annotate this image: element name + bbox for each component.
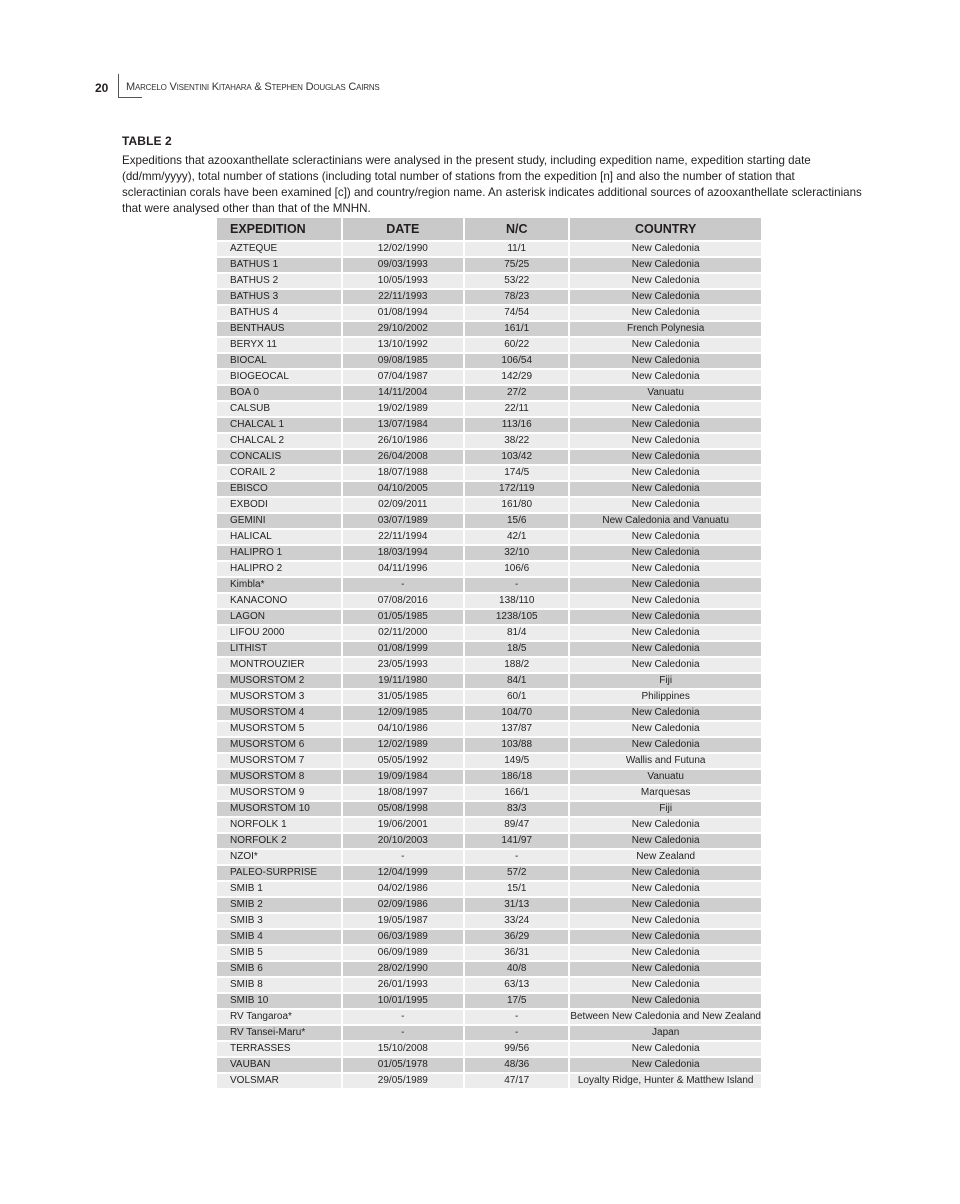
date-cell: - bbox=[343, 578, 466, 594]
table-row bbox=[217, 994, 761, 1010]
expedition-cell: PALEO-SURPRISE bbox=[217, 866, 343, 882]
nc-cell: 89/47 bbox=[465, 818, 570, 834]
expedition-cell: MUSORSTOM 5 bbox=[217, 722, 343, 738]
nc-cell: 15/1 bbox=[465, 882, 570, 898]
expedition-cell: EBISCO bbox=[217, 482, 343, 498]
nc-cell: 60/1 bbox=[465, 690, 570, 706]
table-row bbox=[217, 930, 761, 946]
nc-cell: 103/88 bbox=[465, 738, 570, 754]
expedition-cell: MUSORSTOM 10 bbox=[217, 802, 343, 818]
expedition-cell: MUSORSTOM 6 bbox=[217, 738, 343, 754]
date-cell: 13/10/1992 bbox=[343, 338, 466, 354]
nc-cell: 31/13 bbox=[465, 898, 570, 914]
date-cell: - bbox=[343, 850, 466, 866]
country-cell: New Caledonia bbox=[570, 546, 761, 562]
country-cell: New Caledonia bbox=[570, 818, 761, 834]
nc-cell: 106/54 bbox=[465, 354, 570, 370]
expedition-cell: BATHUS 2 bbox=[217, 274, 343, 290]
table-row bbox=[217, 802, 761, 818]
nc-cell: 18/5 bbox=[465, 642, 570, 658]
country-cell: New Caledonia bbox=[570, 450, 761, 466]
date-cell: 01/08/1994 bbox=[343, 306, 466, 322]
expedition-cell: VOLSMAR bbox=[217, 1074, 343, 1090]
expedition-cell: HALIPRO 2 bbox=[217, 562, 343, 578]
country-cell: New Caledonia bbox=[570, 242, 761, 258]
country-cell: New Caledonia and Vanuatu bbox=[570, 514, 761, 530]
expedition-cell: LITHIST bbox=[217, 642, 343, 658]
date-cell: 19/05/1987 bbox=[343, 914, 466, 930]
date-cell: 05/08/1998 bbox=[343, 802, 466, 818]
expedition-cell: LIFOU 2000 bbox=[217, 626, 343, 642]
date-cell: 18/03/1994 bbox=[343, 546, 466, 562]
table-row bbox=[217, 818, 761, 834]
expedition-cell: MUSORSTOM 9 bbox=[217, 786, 343, 802]
date-cell: 22/11/1993 bbox=[343, 290, 466, 306]
nc-cell: 33/24 bbox=[465, 914, 570, 930]
country-cell: New Caledonia bbox=[570, 722, 761, 738]
table-row bbox=[217, 738, 761, 754]
country-cell: New Caledonia bbox=[570, 962, 761, 978]
nc-cell: 27/2 bbox=[465, 386, 570, 402]
table-row bbox=[217, 674, 761, 690]
nc-cell: - bbox=[465, 850, 570, 866]
nc-cell: 53/22 bbox=[465, 274, 570, 290]
table-row bbox=[217, 594, 761, 610]
date-cell: 12/04/1999 bbox=[343, 866, 466, 882]
nc-cell: 1238/105 bbox=[465, 610, 570, 626]
expedition-cell: BATHUS 1 bbox=[217, 258, 343, 274]
country-cell: New Caledonia bbox=[570, 610, 761, 626]
date-cell: 06/03/1989 bbox=[343, 930, 466, 946]
country-cell: Vanuatu bbox=[570, 386, 761, 402]
expedition-cell: AZTEQUE bbox=[217, 242, 343, 258]
nc-cell: 188/2 bbox=[465, 658, 570, 674]
expedition-cell: NZOI* bbox=[217, 850, 343, 866]
date-cell: 15/10/2008 bbox=[343, 1042, 466, 1058]
date-cell: 07/08/2016 bbox=[343, 594, 466, 610]
nc-cell: 17/5 bbox=[465, 994, 570, 1010]
country-cell: New Caledonia bbox=[570, 1058, 761, 1074]
table-header-row bbox=[217, 218, 761, 242]
table-row bbox=[217, 1010, 761, 1026]
nc-cell: 166/1 bbox=[465, 786, 570, 802]
table-row bbox=[217, 1026, 761, 1042]
table-row bbox=[217, 754, 761, 770]
expedition-cell: GEMINI bbox=[217, 514, 343, 530]
country-cell: French Polynesia bbox=[570, 322, 761, 338]
country-cell: New Caledonia bbox=[570, 626, 761, 642]
expedition-cell: BATHUS 3 bbox=[217, 290, 343, 306]
nc-cell: 74/54 bbox=[465, 306, 570, 322]
table-caption: Expeditions that azooxanthellate scleractinians were analysed in the present study, including expedition name, expedition starting date (dd/mm/yyyy), total number of stations (including total number of stations from the expedition [n] and also the number of station that scleractinian corals have been examined [c]) and country/region name. An asterisk indicates additional sources of azooxanthellate scleractinians that were analysed other than that of the MNHN. bbox=[122, 154, 862, 215]
expedition-cell: SMIB 4 bbox=[217, 930, 343, 946]
country-cell: New Caledonia bbox=[570, 498, 761, 514]
date-cell: 05/05/1992 bbox=[343, 754, 466, 770]
table-row bbox=[217, 770, 761, 786]
table-row bbox=[217, 482, 761, 498]
expedition-cell: EXBODI bbox=[217, 498, 343, 514]
nc-cell: 40/8 bbox=[465, 962, 570, 978]
country-cell: New Caledonia bbox=[570, 258, 761, 274]
date-cell: 01/05/1978 bbox=[343, 1058, 466, 1074]
date-cell: 29/05/1989 bbox=[343, 1074, 466, 1090]
nc-cell: 83/3 bbox=[465, 802, 570, 818]
table-row bbox=[217, 1042, 761, 1058]
country-cell: New Caledonia bbox=[570, 306, 761, 322]
nc-cell: 141/97 bbox=[465, 834, 570, 850]
expedition-cell: SMIB 2 bbox=[217, 898, 343, 914]
table-row bbox=[217, 914, 761, 930]
date-cell: 01/08/1999 bbox=[343, 642, 466, 658]
country-cell: Vanuatu bbox=[570, 770, 761, 786]
table-row bbox=[217, 978, 761, 994]
date-cell: - bbox=[343, 1010, 466, 1026]
nc-cell: 106/6 bbox=[465, 562, 570, 578]
table-row bbox=[217, 498, 761, 514]
table-row bbox=[217, 354, 761, 370]
date-cell: 10/01/1995 bbox=[343, 994, 466, 1010]
page-number: 20 bbox=[95, 81, 109, 95]
nc-cell: 60/22 bbox=[465, 338, 570, 354]
expedition-cell: NORFOLK 2 bbox=[217, 834, 343, 850]
running-head bbox=[95, 78, 119, 98]
country-cell: New Caledonia bbox=[570, 418, 761, 434]
table-row bbox=[217, 370, 761, 386]
table-row bbox=[217, 450, 761, 466]
table-row bbox=[217, 402, 761, 418]
expedition-cell: MONTROUZIER bbox=[217, 658, 343, 674]
table-row bbox=[217, 866, 761, 882]
nc-cell: 81/4 bbox=[465, 626, 570, 642]
country-cell: New Caledonia bbox=[570, 482, 761, 498]
header-divider bbox=[118, 74, 119, 98]
expedition-cell: RV Tangaroa* bbox=[217, 1010, 343, 1026]
expedition-cell: MUSORSTOM 4 bbox=[217, 706, 343, 722]
nc-cell: 84/1 bbox=[465, 674, 570, 690]
table-row bbox=[217, 530, 761, 546]
nc-cell: 36/31 bbox=[465, 946, 570, 962]
nc-cell: 47/17 bbox=[465, 1074, 570, 1090]
expedition-cell: CALSUB bbox=[217, 402, 343, 418]
expedition-cell: SMIB 8 bbox=[217, 978, 343, 994]
expedition-cell: SMIB 10 bbox=[217, 994, 343, 1010]
date-cell: 02/11/2000 bbox=[343, 626, 466, 642]
expedition-cell: RV Tansei-Maru* bbox=[217, 1026, 343, 1042]
nc-cell: 48/36 bbox=[465, 1058, 570, 1074]
nc-cell: 161/1 bbox=[465, 322, 570, 338]
country-cell: Fiji bbox=[570, 674, 761, 690]
nc-cell: 36/29 bbox=[465, 930, 570, 946]
date-cell: 01/05/1985 bbox=[343, 610, 466, 626]
table-row bbox=[217, 834, 761, 850]
expedition-cell: NORFOLK 1 bbox=[217, 818, 343, 834]
country-cell: New Caledonia bbox=[570, 290, 761, 306]
table-row bbox=[217, 898, 761, 914]
country-cell: New Caledonia bbox=[570, 914, 761, 930]
nc-cell: - bbox=[465, 1010, 570, 1026]
date-cell: 09/08/1985 bbox=[343, 354, 466, 370]
date-cell: 04/02/1986 bbox=[343, 882, 466, 898]
nc-cell: 149/5 bbox=[465, 754, 570, 770]
expedition-cell: BIOCAL bbox=[217, 354, 343, 370]
date-cell: 26/01/1993 bbox=[343, 978, 466, 994]
expedition-cell: MUSORSTOM 2 bbox=[217, 674, 343, 690]
date-cell: 19/06/2001 bbox=[343, 818, 466, 834]
table-row bbox=[217, 546, 761, 562]
date-cell: 12/09/1985 bbox=[343, 706, 466, 722]
date-cell: 18/08/1997 bbox=[343, 786, 466, 802]
running-head-authors: Marcelo Visentini Kitahara & Stephen Douglas Cairns bbox=[126, 81, 380, 93]
country-cell: New Caledonia bbox=[570, 370, 761, 386]
expedition-cell: VAUBAN bbox=[217, 1058, 343, 1074]
table-row bbox=[217, 786, 761, 802]
expedition-cell: SMIB 5 bbox=[217, 946, 343, 962]
date-cell: 29/10/2002 bbox=[343, 322, 466, 338]
country-cell: New Caledonia bbox=[570, 402, 761, 418]
expedition-cell: HALICAL bbox=[217, 530, 343, 546]
nc-cell: 103/42 bbox=[465, 450, 570, 466]
date-cell: 04/10/1986 bbox=[343, 722, 466, 738]
date-cell: 04/11/1996 bbox=[343, 562, 466, 578]
expedition-cell: BATHUS 4 bbox=[217, 306, 343, 322]
nc-cell: 15/6 bbox=[465, 514, 570, 530]
header-underline bbox=[118, 97, 142, 98]
country-cell: New Caledonia bbox=[570, 978, 761, 994]
nc-cell: 75/25 bbox=[465, 258, 570, 274]
country-cell: New Caledonia bbox=[570, 706, 761, 722]
expedition-cell: LAGON bbox=[217, 610, 343, 626]
table-row bbox=[217, 706, 761, 722]
expedition-cell: SMIB 3 bbox=[217, 914, 343, 930]
date-cell: 14/11/2004 bbox=[343, 386, 466, 402]
date-cell: 10/05/1993 bbox=[343, 274, 466, 290]
column-header-country: COUNTRY bbox=[570, 218, 761, 242]
expedition-cell: CORAIL 2 bbox=[217, 466, 343, 482]
date-cell: 19/09/1984 bbox=[343, 770, 466, 786]
expedition-cell: CHALCAL 1 bbox=[217, 418, 343, 434]
nc-cell: 172/119 bbox=[465, 482, 570, 498]
country-cell: New Caledonia bbox=[570, 562, 761, 578]
expedition-cell: TERRASSES bbox=[217, 1042, 343, 1058]
table-row bbox=[217, 322, 761, 338]
nc-cell: 161/80 bbox=[465, 498, 570, 514]
expedition-cell: CHALCAL 2 bbox=[217, 434, 343, 450]
country-cell: Philippines bbox=[570, 690, 761, 706]
nc-cell: 137/87 bbox=[465, 722, 570, 738]
nc-cell: 99/56 bbox=[465, 1042, 570, 1058]
column-header-expedition: EXPEDITION bbox=[217, 218, 343, 242]
country-cell: New Caledonia bbox=[570, 898, 761, 914]
country-cell: New Zealand bbox=[570, 850, 761, 866]
table-row bbox=[217, 418, 761, 434]
country-cell: Wallis and Futuna bbox=[570, 754, 761, 770]
date-cell: - bbox=[343, 1026, 466, 1042]
date-cell: 02/09/1986 bbox=[343, 898, 466, 914]
date-cell: 31/05/1985 bbox=[343, 690, 466, 706]
country-cell: New Caledonia bbox=[570, 338, 761, 354]
expedition-cell: KANACONO bbox=[217, 594, 343, 610]
expeditions-table bbox=[217, 218, 761, 1090]
country-cell: New Caledonia bbox=[570, 1042, 761, 1058]
table-row bbox=[217, 306, 761, 322]
date-cell: 04/10/2005 bbox=[343, 482, 466, 498]
date-cell: 28/02/1990 bbox=[343, 962, 466, 978]
table-row bbox=[217, 434, 761, 450]
expedition-cell: Kimbla* bbox=[217, 578, 343, 594]
table-row bbox=[217, 690, 761, 706]
table-row bbox=[217, 562, 761, 578]
date-cell: 12/02/1990 bbox=[343, 242, 466, 258]
country-cell: New Caledonia bbox=[570, 834, 761, 850]
table-body bbox=[217, 242, 761, 1090]
expedition-cell: BIOGEOCAL bbox=[217, 370, 343, 386]
country-cell: New Caledonia bbox=[570, 866, 761, 882]
date-cell: 26/04/2008 bbox=[343, 450, 466, 466]
expedition-cell: CONCALIS bbox=[217, 450, 343, 466]
table-row bbox=[217, 258, 761, 274]
date-cell: 13/07/1984 bbox=[343, 418, 466, 434]
country-cell: Japan bbox=[570, 1026, 761, 1042]
country-cell: New Caledonia bbox=[570, 946, 761, 962]
country-cell: New Caledonia bbox=[570, 994, 761, 1010]
country-cell: New Caledonia bbox=[570, 738, 761, 754]
country-cell: New Caledonia bbox=[570, 354, 761, 370]
table-row bbox=[217, 722, 761, 738]
table-row bbox=[217, 882, 761, 898]
table-row bbox=[217, 274, 761, 290]
nc-cell: - bbox=[465, 1026, 570, 1042]
nc-cell: 22/11 bbox=[465, 402, 570, 418]
nc-cell: 186/18 bbox=[465, 770, 570, 786]
table-row bbox=[217, 338, 761, 354]
expedition-cell: SMIB 1 bbox=[217, 882, 343, 898]
table-row bbox=[217, 962, 761, 978]
table-label: TABLE 2 bbox=[122, 134, 172, 148]
nc-cell: - bbox=[465, 578, 570, 594]
table-row bbox=[217, 242, 761, 258]
country-cell: Loyalty Ridge, Hunter & Matthew Island bbox=[570, 1074, 761, 1090]
table-row bbox=[217, 642, 761, 658]
table-row bbox=[217, 946, 761, 962]
table-row bbox=[217, 658, 761, 674]
date-cell: 22/11/1994 bbox=[343, 530, 466, 546]
nc-cell: 174/5 bbox=[465, 466, 570, 482]
table-row bbox=[217, 610, 761, 626]
table-row bbox=[217, 626, 761, 642]
table-row bbox=[217, 514, 761, 530]
expedition-cell: BENTHAUS bbox=[217, 322, 343, 338]
date-cell: 07/04/1987 bbox=[343, 370, 466, 386]
expedition-cell: HALIPRO 1 bbox=[217, 546, 343, 562]
date-cell: 23/05/1993 bbox=[343, 658, 466, 674]
date-cell: 26/10/1986 bbox=[343, 434, 466, 450]
table-row bbox=[217, 386, 761, 402]
country-cell: New Caledonia bbox=[570, 930, 761, 946]
date-cell: 19/11/1980 bbox=[343, 674, 466, 690]
expedition-cell: MUSORSTOM 8 bbox=[217, 770, 343, 786]
nc-cell: 38/22 bbox=[465, 434, 570, 450]
country-cell: New Caledonia bbox=[570, 642, 761, 658]
date-cell: 06/09/1989 bbox=[343, 946, 466, 962]
date-cell: 02/09/2011 bbox=[343, 498, 466, 514]
country-cell: New Caledonia bbox=[570, 882, 761, 898]
column-header-date: DATE bbox=[343, 218, 466, 242]
expedition-cell: SMIB 6 bbox=[217, 962, 343, 978]
table-row bbox=[217, 1074, 761, 1090]
expedition-cell: BOA 0 bbox=[217, 386, 343, 402]
nc-cell: 42/1 bbox=[465, 530, 570, 546]
date-cell: 18/07/1988 bbox=[343, 466, 466, 482]
country-cell: New Caledonia bbox=[570, 466, 761, 482]
nc-cell: 57/2 bbox=[465, 866, 570, 882]
country-cell: New Caledonia bbox=[570, 274, 761, 290]
column-header-nc: N/C bbox=[465, 218, 570, 242]
country-cell: New Caledonia bbox=[570, 594, 761, 610]
expedition-cell: MUSORSTOM 7 bbox=[217, 754, 343, 770]
country-cell: New Caledonia bbox=[570, 434, 761, 450]
nc-cell: 63/13 bbox=[465, 978, 570, 994]
country-cell: Between New Caledonia and New Zealand bbox=[570, 1010, 761, 1026]
country-cell: Marquesas bbox=[570, 786, 761, 802]
nc-cell: 104/70 bbox=[465, 706, 570, 722]
date-cell: 12/02/1989 bbox=[343, 738, 466, 754]
expedition-cell: MUSORSTOM 3 bbox=[217, 690, 343, 706]
table-row bbox=[217, 466, 761, 482]
nc-cell: 113/16 bbox=[465, 418, 570, 434]
nc-cell: 32/10 bbox=[465, 546, 570, 562]
nc-cell: 11/1 bbox=[465, 242, 570, 258]
table-row bbox=[217, 578, 761, 594]
table-row bbox=[217, 1058, 761, 1074]
country-cell: New Caledonia bbox=[570, 578, 761, 594]
country-cell: New Caledonia bbox=[570, 530, 761, 546]
country-cell: Fiji bbox=[570, 802, 761, 818]
expedition-cell: BERYX 11 bbox=[217, 338, 343, 354]
table-row bbox=[217, 290, 761, 306]
nc-cell: 138/110 bbox=[465, 594, 570, 610]
date-cell: 03/07/1989 bbox=[343, 514, 466, 530]
nc-cell: 142/29 bbox=[465, 370, 570, 386]
table-row bbox=[217, 850, 761, 866]
country-cell: New Caledonia bbox=[570, 658, 761, 674]
nc-cell: 78/23 bbox=[465, 290, 570, 306]
date-cell: 09/03/1993 bbox=[343, 258, 466, 274]
date-cell: 20/10/2003 bbox=[343, 834, 466, 850]
date-cell: 19/02/1989 bbox=[343, 402, 466, 418]
